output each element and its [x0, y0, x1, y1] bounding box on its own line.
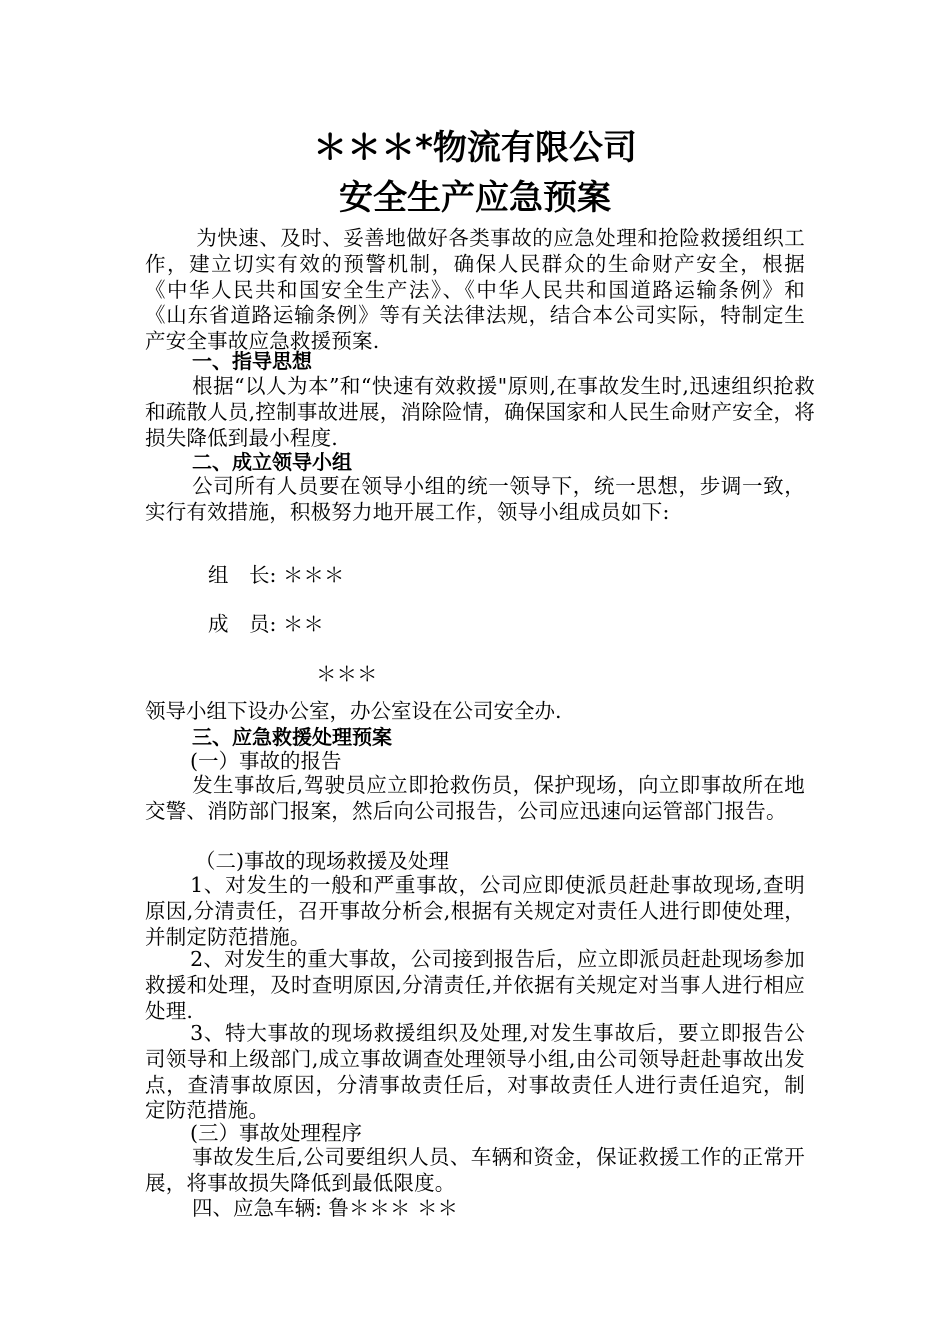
subsection-procedure-text: 事故发生后,公司要组织人员、车辆和资金，保证救援工作的正常开展，将事故损失降低到最低限度。: [145, 1145, 805, 1195]
onsite-rescue-item-2: 2、对发生的重大事故，公司接到报告后，应立即派员赶赴现场参加救援和处理，及时查明原因,分清责任,并依据有关规定对当事人进行相应处理.: [145, 947, 805, 1023]
onsite-rescue-item-1: 1、对发生的一般和严重事故，公司应即使派员赶赴事故现场,查明原因,分清责任，召开事故分析会,根据有关规定对责任人进行即使处理，并制定防范措施。: [145, 873, 805, 949]
office-line: 领导小组下设办公室，办公室设在公司安全办.: [145, 699, 562, 723]
section-emergency-vehicle: 四、应急车辆: 鲁＊＊＊ ＊＊: [192, 1196, 458, 1220]
subsection-heading-onsite-rescue: （二)事故的现场救援及处理: [195, 849, 449, 873]
onsite-rescue-item-3: 3、特大事故的现场救援组织及处理,对发生事故后，要立即报告公司领导和上级部门,成立事故调查处理领导小组,由公司领导赶赴事故出发点，查清事故原因，分清事故责任后，对事故责任人进行责任追究，制定防范措施。: [145, 1021, 805, 1123]
section-leadership-group-text: 公司所有人员要在领导小组的统一领导下，统一思想，步调一致，实行有效措施，积极努力地开展工作，领导小组成员如下:: [145, 474, 805, 524]
section-guiding-ideology-text: 根据“以人为本”和“快速有效救援"原则,在事故发生时,迅速组织抢救和疏散人员,控制事故进展，消除险情，确保国家和人民生命财产安全，将损失降低到最小程度.: [145, 374, 815, 450]
subsection-report-text: 发生事故后,驾驶员应立即抢救伤员，保护现场，向立即事故所在地交警、消防部门报案，然后向公司报告，公司应迅速向运管部门报告。: [145, 773, 805, 823]
subsection-heading-report: (一）事故的报告: [190, 749, 342, 773]
group-members-line: 成 员: ＊＊: [208, 612, 324, 636]
section-heading-leadership-group: 二、成立领导小组: [192, 450, 352, 474]
section-heading-guiding-ideology: 一、指导思想: [192, 349, 312, 373]
document-title-company: ＊＊＊*物流有限公司: [313, 128, 637, 168]
subsection-heading-procedure: (三）事故处理程序: [190, 1121, 362, 1145]
group-members-line-2: ＊＊＊: [316, 662, 378, 686]
intro-paragraph: 为快速、及时、妥善地做好各类事故的应急处理和抢险救援组织工作，建立切实有效的预警机制，确保人民群众的生命财产安全，根据《中华人民共和国安全生产法》、《中华人民共和国道路运输条例》和《山东省道路运输条例》等有关法律法规，结合本公司实际，特制定生产安全事故应急救援预案.: [145, 226, 805, 354]
document-title-plan: 安全生产应急预案: [339, 178, 611, 218]
group-leader-line: 组 长: ＊＊＊: [208, 563, 345, 587]
section-heading-emergency-plan: 三、应急救援处理预案: [192, 725, 392, 749]
